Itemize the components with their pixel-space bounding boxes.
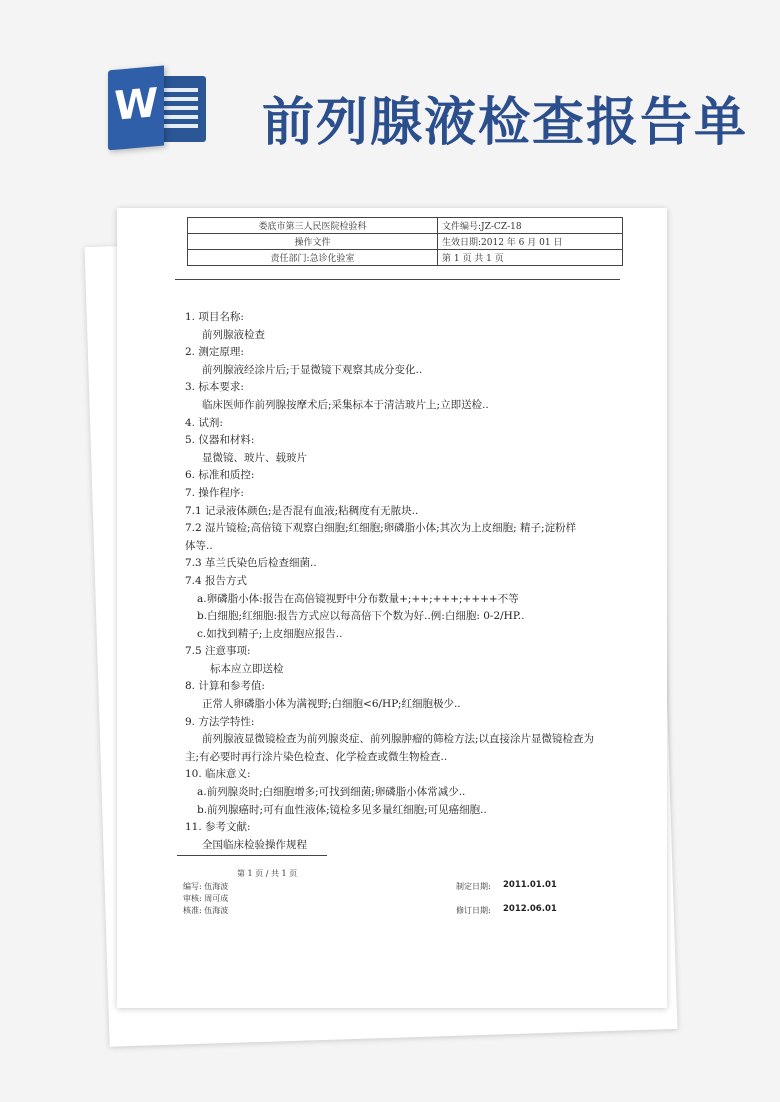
- content-line: 7.3 革兰氏染色后检查细菌..: [185, 557, 317, 570]
- department: 责任部门:急诊化验室: [188, 250, 438, 266]
- content-line: 7.2 湿片镜检;高倍镜下观察白细胞;红细胞;卵磷脂小体;其次为上皮细胞; 精子;淀粉样: [185, 522, 577, 535]
- content-line: 前列腺液检查: [202, 328, 265, 341]
- content-line: 3. 标本要求:: [185, 381, 244, 394]
- footer-editor: 编写: 伍海波: [183, 882, 229, 891]
- content-line: 显微镜、玻片、载玻片: [202, 451, 307, 464]
- content-line: 临床医师作前列腺按摩术后;采集标本于清洁玻片上;立即送检..: [202, 398, 489, 411]
- content-line: 体等..: [185, 539, 213, 552]
- hospital-name: 娄底市第三人民医院检验科: [188, 218, 438, 234]
- footer-page: 第 1 页 / 共 1 页: [237, 869, 298, 878]
- content-line: 2. 测定原理:: [185, 346, 244, 359]
- content-line: 4. 试剂:: [185, 416, 223, 429]
- content-line: 8. 计算和参考值:: [185, 680, 265, 693]
- content-line: 主;有必要时再行涂片染色检查、化学检查或微生物检查..: [185, 750, 448, 763]
- made-date-label: 制定日期:: [456, 882, 491, 891]
- content-line: 7.4 报告方式: [185, 574, 248, 587]
- content-line: 7.1 记录液体颜色;是否混有血液;粘稠度有无脓块..: [185, 504, 419, 517]
- content-line: a.卵磷脂小体:报告在高倍镜视野中分布数量+;++;+++;++++不等: [197, 592, 519, 605]
- made-date: 2011.01.01: [503, 880, 557, 890]
- content-line: 6. 标准和质控:: [185, 469, 255, 482]
- content-line: 全国临床检验操作规程: [202, 838, 307, 851]
- effective-date: 生效日期:2012 年 6 月 01 日: [438, 234, 623, 250]
- footer-approver: 核准: 伍海波: [183, 906, 229, 915]
- content-line: 前列腺液经涂片后;于显微镜下观察其成分变化..: [202, 363, 423, 376]
- word-icon-letter: W: [113, 80, 159, 130]
- content-line: 5. 仪器和材料:: [185, 434, 255, 447]
- word-icon-lines: [162, 88, 198, 133]
- content-line: b.前列腺癌时;可有血性液体;镜检多见多量红细胞;可见癌细胞..: [197, 803, 487, 816]
- word-icon-front: [108, 66, 164, 151]
- document-page: [117, 208, 667, 1008]
- document-header-table: [187, 217, 623, 266]
- content-line: 正常人卵磷脂小体为满视野;白细胞<6/HP;红细胞极少..: [202, 698, 461, 711]
- doc-type: 操作文件: [188, 234, 438, 250]
- content-line: 11. 参考文献:: [185, 821, 251, 834]
- banner: [0, 0, 780, 200]
- content-line: 7. 操作程序:: [185, 486, 244, 499]
- header-divider: [175, 279, 620, 280]
- content-line: 7.5 注意事项:: [185, 645, 251, 658]
- revised-date: 2012.06.01: [503, 904, 557, 914]
- content-line: 1. 项目名称:: [185, 311, 244, 323]
- content-line: 前列腺液显微镜检查为前列腺炎症、前列腺肿瘤的筛检方法;以直接涂片显微镜检查为: [202, 733, 595, 746]
- document-body: [185, 309, 635, 854]
- content-line: a.前列腺炎时;白细胞增多;可找到细菌;卵磷脂小体常减少..: [197, 786, 466, 799]
- content-line: b.白细胞;红细胞:报告方式应以每高倍下个数为好..例:白细胞: 0-2/HP..: [197, 610, 525, 623]
- content-line: c.如找到精子;上皮细胞应报告..: [197, 627, 343, 640]
- page-title: 前列腺液检查报告单: [262, 93, 749, 153]
- content-line: 标本应立即送检: [210, 662, 284, 675]
- footer-reviewer: 审核: 周可成: [183, 894, 229, 903]
- doc-number: 文件编号:JZ-CZ-18: [438, 218, 623, 234]
- content-line: 10. 临床意义:: [185, 768, 251, 781]
- footer-divider: [177, 855, 327, 856]
- word-icon: [108, 68, 208, 148]
- page-info: 第 1 页 共 1 页: [438, 250, 623, 266]
- revised-date-label: 修订日期:: [456, 906, 491, 915]
- content-line: 9. 方法学特性:: [185, 715, 255, 728]
